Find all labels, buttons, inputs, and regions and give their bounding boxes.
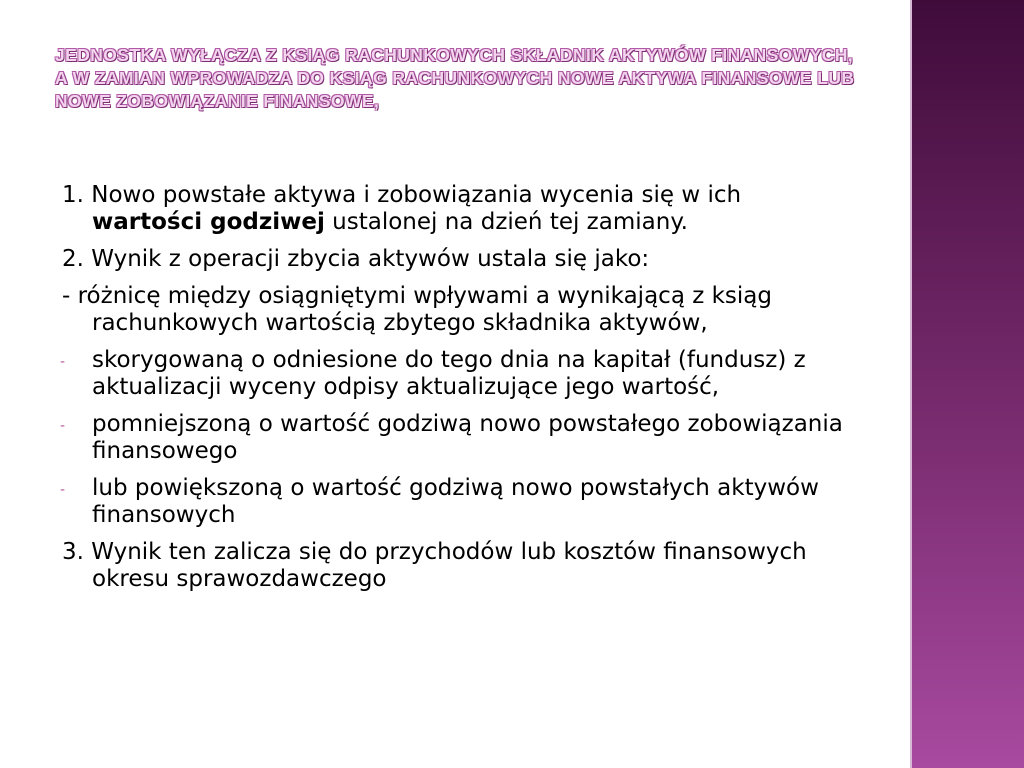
bullet-item-3 — [62, 475, 852, 529]
bullet-item-2-text: pomniejszoną o wartość godziwą nowo powstałego zobowiązania finansowego — [92, 411, 843, 464]
bullet-item-1 — [62, 347, 852, 401]
bullet-item-2 — [62, 411, 852, 465]
slide-title — [55, 44, 895, 113]
paragraph-2: 2. Wynik z operacji zbycia aktywów ustala się jako: — [62, 246, 650, 272]
bullet-marker: - — [60, 354, 66, 370]
paragraph-1-bold: wartości godziwej — [92, 209, 325, 235]
title-line-1: JEDNOSTKA WYŁĄCZA Z KSIĄG RACHUNKOWYCH SKŁADNIK AKTYWÓW FINANSOWYCH, — [55, 45, 854, 65]
bullet-item-1-text: skorygowaną o odniesione do tego dnia na kapitał (fundusz) z aktualizacji wyceny odpisy aktualizujące jego wartość, — [92, 347, 806, 400]
bullet-marker: - — [60, 418, 66, 434]
title-line-3: NOWE ZOBOWIĄZANIE FINANSOWE, — [55, 91, 380, 111]
paragraph-1-text-a: 1. Nowo powstałe aktywa i zobowiązania wycenia się w ich — [62, 182, 742, 208]
paragraph-1 — [62, 182, 852, 236]
bullet-marker: - — [60, 482, 66, 498]
paragraph-1-text-b: ustalonej na dzień tej zamiany. — [324, 209, 688, 235]
bullet-item-3-text: lub powiększoną o wartość godziwą nowo powstałych aktywów finansowych — [92, 475, 819, 528]
slide-body — [62, 182, 852, 603]
decorative-sidebar — [912, 0, 1024, 768]
paragraph-4: 3. Wynik ten zalicza się do przychodów lub kosztów finansowych okresu sprawozdawczego — [62, 539, 807, 592]
title-line-2: A W ZAMIAN WPROWADZA DO KSIĄG RACHUNKOWYCH NOWE AKTYWA FINANSOWE LUB — [55, 68, 855, 88]
paragraph-3: - różnicę między osiągniętymi wpływami a wynikającą z ksiąg rachunkowych wartością zbytego składnika aktywów, — [62, 283, 772, 336]
